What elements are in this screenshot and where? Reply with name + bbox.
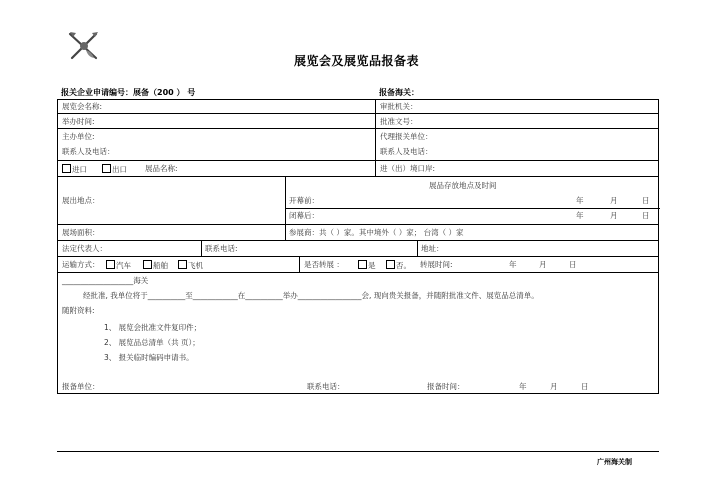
transfer-month: 月 — [539, 260, 547, 269]
address-label: 地址： — [421, 244, 444, 253]
agent-unit-label: 代理报关单位： — [380, 132, 433, 141]
transfer-yes-checkbox[interactable] — [358, 260, 367, 269]
close-after-day: 日 — [642, 211, 650, 220]
open-before-year: 年 — [576, 196, 584, 205]
declaration-body: 经批准, 我单位将于__________至____________在__________举办_________________会, 现向贵关报备，并随附批准文件、展览品总清单。 — [83, 291, 539, 300]
organizer-label: 主办单位: — [62, 132, 95, 141]
report-form — [57, 99, 659, 394]
transport-car-option[interactable]: 汽车 — [106, 260, 131, 271]
close-after-month: 月 — [610, 211, 618, 220]
area-label: 展场面积： — [62, 228, 100, 237]
attachment-item: 1、 展览会批准文件复印件； — [104, 323, 202, 332]
transfer-no-option[interactable]: 否。 — [386, 260, 411, 271]
application-number-label: 报关企业申请编号：展备（200 ） 号 — [61, 88, 196, 97]
form-title: 展览会及展览品报备表 — [293, 54, 419, 68]
transport-plane-option[interactable]: 飞机 — [178, 260, 203, 271]
open-before-month: 月 — [610, 196, 618, 205]
import-checkbox[interactable] — [62, 164, 71, 173]
port-label: 进（出）境口岸: — [380, 164, 436, 173]
approval-number-label: 批准文号： — [380, 117, 418, 126]
close-after-year: 年 — [576, 211, 584, 220]
plane-checkbox[interactable] — [178, 260, 187, 269]
applicant-label: 报备单位： — [62, 382, 100, 391]
goods-name-label: 展品名称: — [145, 164, 178, 173]
apply-month: 月 — [550, 382, 558, 391]
legal-rep-label: 法定代表人： — [62, 244, 107, 253]
venue-label: 展出地点： — [62, 196, 100, 205]
apply-year: 年 — [519, 382, 527, 391]
customs-addressee: ___________________海关 — [62, 276, 149, 285]
footer-divider — [57, 451, 659, 452]
storage-title: 展品存放地点及时间 — [429, 181, 497, 190]
reporting-customs-label: 报备海关： — [379, 88, 419, 97]
open-before-day: 日 — [642, 196, 650, 205]
open-before-label: 开幕前： — [289, 196, 319, 205]
organizer-contact-label: 联系人及电话： — [62, 147, 115, 156]
export-checkbox[interactable] — [102, 164, 111, 173]
transfer-time-label: 转展时间: — [420, 260, 453, 269]
transfer-year: 年 — [509, 260, 517, 269]
attachments-label: 随附资料: — [62, 306, 95, 315]
exhibition-name-label: 展览会名称: — [62, 102, 103, 111]
exhibition-time-label: 举办时间: — [62, 117, 95, 126]
ship-checkbox[interactable] — [143, 260, 152, 269]
attachment-item: 3、 报关临时编码申请书。 — [104, 353, 194, 362]
approval-authority-label: 审批机关： — [380, 102, 418, 111]
contact-phone-label: 联系电话： — [307, 382, 345, 391]
transport-label: 运输方式： — [62, 260, 100, 269]
export-option[interactable]: 出口 — [102, 164, 127, 175]
transfer-label: 是否转展 ： — [304, 260, 344, 269]
import-option[interactable]: 进口 — [62, 164, 87, 175]
close-after-label: 闭幕后： — [289, 211, 319, 220]
car-checkbox[interactable] — [106, 260, 115, 269]
participants-label: 参展商：共（ ）家。其中境外（ ）家； 台湾（ ）家 — [289, 228, 464, 237]
attachment-item: 2、 展览品总清单（共 页）； — [104, 338, 200, 347]
apply-day: 日 — [581, 382, 589, 391]
footer-maker: 广州海关制 — [597, 458, 632, 466]
phone-label: 联系电话: — [205, 244, 238, 253]
transfer-no-checkbox[interactable] — [386, 260, 395, 269]
transfer-day: 日 — [569, 260, 577, 269]
transport-ship-option[interactable]: 船舶 — [143, 260, 168, 271]
transfer-yes-option[interactable]: 是 — [358, 260, 376, 271]
apply-time-label: 报备时间： — [427, 382, 465, 391]
agent-contact-label: 联系人及电话： — [380, 147, 433, 156]
